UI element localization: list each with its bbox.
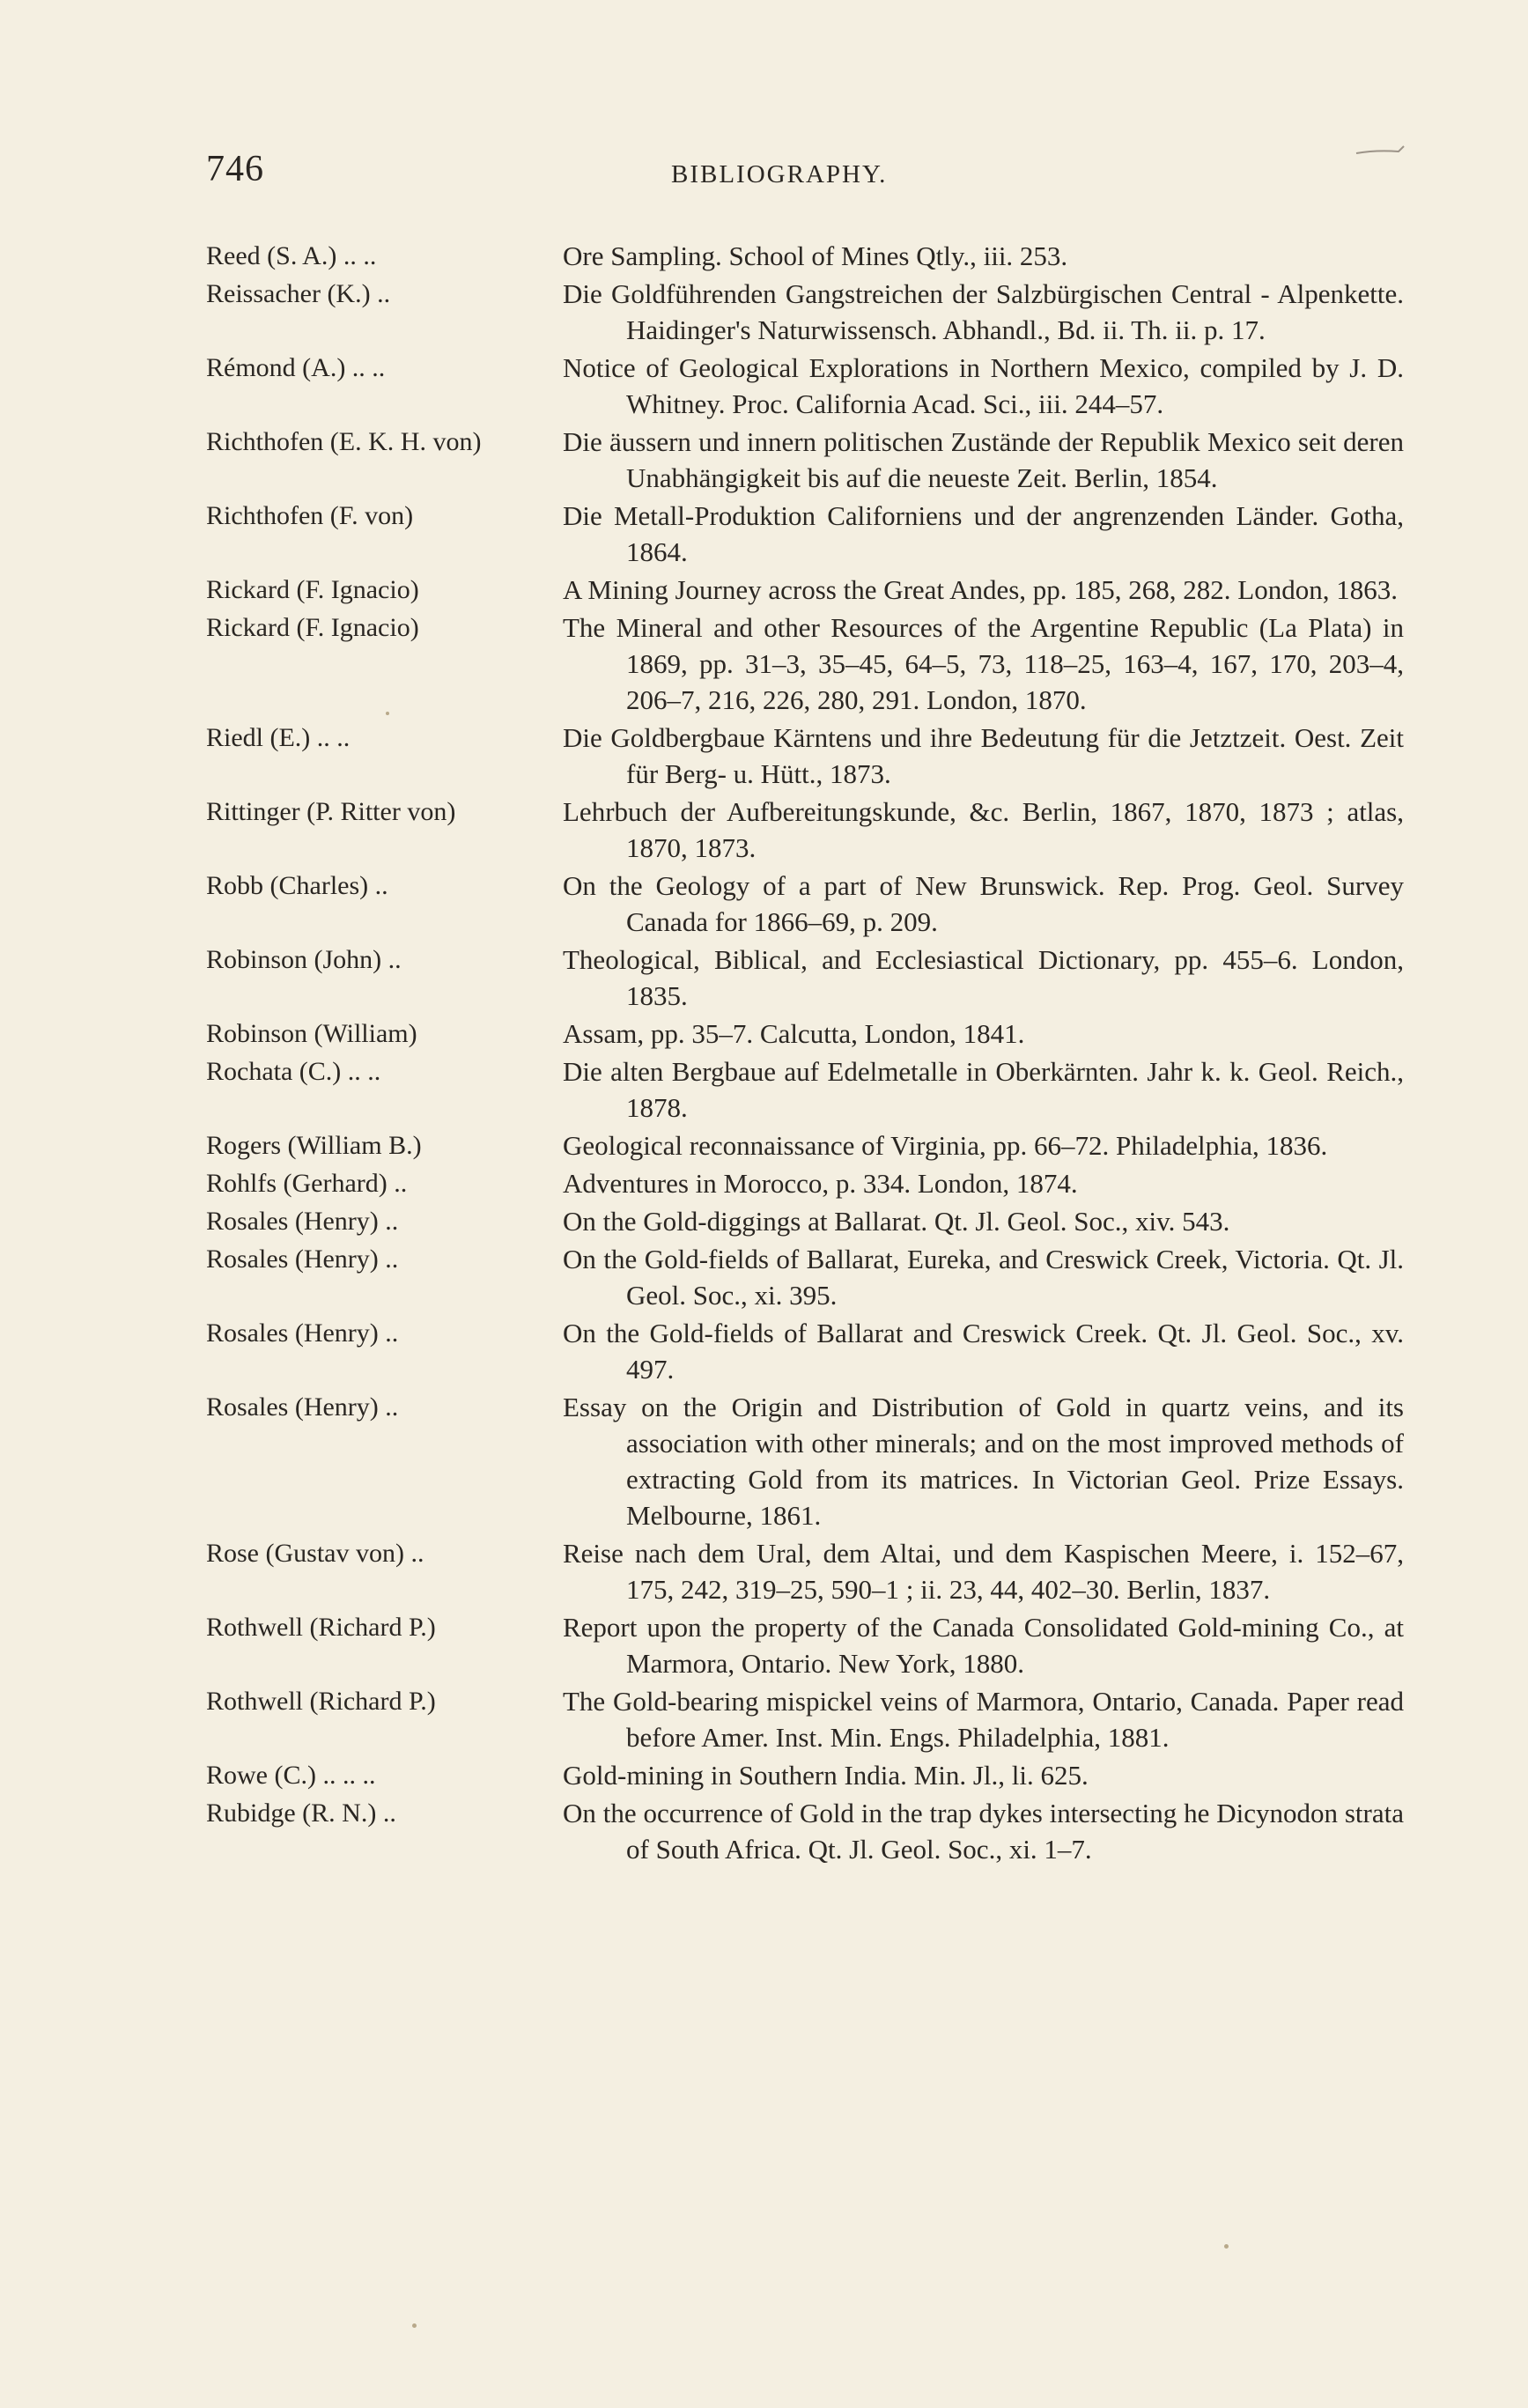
entry-citation: Reise nach dem Ural, dem Altai, und dem Kaspischen Meere, i. 152–67, 175, 242, 319–25, 590–1 ; ii. 23, 44, 402–30. Berlin, 1837. <box>563 1538 1404 1605</box>
entry-citation: Die alten Bergbaue auf Edelmetalle in Oberkärnten. Jahr k. k. Geol. Reich., 1878. <box>563 1056 1404 1123</box>
bibliography-entry <box>206 794 1404 866</box>
corner-mark-decoration <box>1355 143 1407 160</box>
bibliography-entry <box>206 238 1404 274</box>
bibliography-entry <box>206 1389 1404 1533</box>
entry-citation: The Gold-bearing mispickel veins of Marmora, Ontario, Canada. Paper read before Amer. Inst. Min. Engs. Philadelphia, 1881. <box>563 1686 1404 1753</box>
bibliography-entry <box>206 1241 1404 1313</box>
entry-citation: Lehrbuch der Aufbereitungskunde, &c. Berlin, 1867, 1870, 1873 ; atlas, 1870, 1873. <box>563 796 1404 863</box>
entry-citation: On the Geology of a part of New Brunswick. Rep. Prog. Geol. Survey Canada for 1866–69, p. 209. <box>563 870 1404 937</box>
paper-speck <box>386 712 389 715</box>
entry-author: Rubidge (R. N.) .. <box>206 1799 396 1828</box>
entry-author: Rochata (C.) .. .. <box>206 1057 381 1086</box>
entry-citation: Essay on the Origin and Distribution of Gold in quartz veins, and its association with other minerals; and on the most improved methods of extracting Gold from its matrices. In Victorian Geol. Prize Essays. Melbourne, 1861. <box>563 1392 1404 1531</box>
entry-author: Robb (Charles) .. <box>206 871 388 900</box>
bibliography-entry <box>206 276 1404 348</box>
bibliography-list <box>206 238 1404 1869</box>
entry-citation: On the Gold-fields of Ballarat and Creswick Creek. Qt. Jl. Geol. Soc., xv. 497. <box>563 1318 1404 1385</box>
bibliography-entry <box>206 1203 1404 1239</box>
bibliography-entry <box>206 1016 1404 1052</box>
entry-citation: A Mining Journey across the Great Andes, pp. 185, 268, 282. London, 1863. <box>563 574 1398 605</box>
page-header <box>0 148 1528 201</box>
paper-speck <box>1224 2244 1229 2249</box>
entry-author: Rothwell (Richard P.) <box>206 1613 436 1642</box>
entry-author: Rosales (Henry) .. <box>206 1207 399 1236</box>
bibliography-entry <box>206 1053 1404 1126</box>
bibliography-entry <box>206 350 1404 422</box>
bibliography-entry <box>206 1683 1404 1755</box>
bibliography-entry <box>206 424 1404 496</box>
entry-citation: On the Gold-fields of Ballarat, Eureka, and Creswick Creek, Victoria. Qt. Jl. Geol. Soc., xi. 395. <box>563 1244 1404 1311</box>
entry-citation: Die Goldbergbaue Kärntens und ihre Bedeutung für die Jetztzeit. Oest. Zeit für Berg- u. Hütt., 1873. <box>563 722 1404 789</box>
entry-author: Richthofen (E. K. H. von) <box>206 427 482 456</box>
bibliography-entry <box>206 498 1404 570</box>
entry-author: Rosales (Henry) .. <box>206 1318 399 1348</box>
entry-author: Rohlfs (Gerhard) .. <box>206 1169 408 1198</box>
bibliography-entry <box>206 1315 1404 1387</box>
bibliography-entry <box>206 1795 1404 1867</box>
entry-author: Robinson (John) .. <box>206 945 402 974</box>
bibliography-entry <box>206 868 1404 940</box>
entry-citation: Theological, Biblical, and Ecclesiastical Dictionary, pp. 455–6. London, 1835. <box>563 944 1404 1011</box>
entry-author: Rose (Gustav von) .. <box>206 1539 424 1568</box>
bibliography-entry <box>206 1165 1404 1201</box>
bibliography-entry <box>206 609 1404 718</box>
bibliography-entry <box>206 720 1404 792</box>
paper-speck <box>412 2323 417 2328</box>
entry-citation: The Mineral and other Resources of the Argentine Republic (La Plata) in 1869, pp. 31–3, 35–45, 64–5, 73, 118–25, 163–4, 167, 170, 203–4, 206–7, 216, 226, 280, 291. London, 1870. <box>563 612 1404 715</box>
entry-author: Rogers (William B.) <box>206 1131 422 1160</box>
entry-citation: Notice of Geological Explorations in Northern Mexico, compiled by J. D. Whitney. Proc. California Acad. Sci., iii. 244–57. <box>563 352 1404 419</box>
entry-author: Rickard (F. Ignacio) <box>206 613 419 642</box>
entry-author: Robinson (William) <box>206 1019 417 1048</box>
entry-citation: On the occurrence of Gold in the trap dykes intersecting he Dicynodon strata of South Africa. Qt. Jl. Geol. Soc., xi. 1–7. <box>563 1798 1404 1865</box>
entry-citation: Adventures in Morocco, p. 334. London, 1874. <box>563 1168 1078 1199</box>
entry-citation: Geological reconnaissance of Virginia, pp. 66–72. Philadelphia, 1836. <box>563 1130 1328 1161</box>
entry-author: Rosales (Henry) .. <box>206 1245 399 1274</box>
bibliography-entry <box>206 942 1404 1014</box>
entry-author: Rémond (A.) .. .. <box>206 353 386 382</box>
bibliography-entry <box>206 572 1404 608</box>
page-number: 746 <box>206 149 264 189</box>
bibliography-entry <box>206 1609 1404 1681</box>
entry-author: Rittinger (P. Ritter von) <box>206 797 456 826</box>
bibliography-entry <box>206 1757 1404 1793</box>
bibliography-entry <box>206 1127 1404 1163</box>
entry-author: Rickard (F. Ignacio) <box>206 575 419 604</box>
entry-author: Rowe (C.) .. .. .. <box>206 1761 376 1790</box>
entry-author: Reissacher (K.) .. <box>206 279 391 308</box>
entry-author: Reed (S. A.) .. .. <box>206 241 377 270</box>
entry-citation: Die äussern und innern politischen Zustände der Republik Mexico seit deren Unabhängigkeit bis auf die neueste Zeit. Berlin, 1854. <box>563 426 1404 493</box>
entry-author: Riedl (E.) .. .. <box>206 723 351 752</box>
entry-citation: Report upon the property of the Canada Consolidated Gold-mining Co., at Marmora, Ontario. New York, 1880. <box>563 1612 1404 1679</box>
entry-author: Rothwell (Richard P.) <box>206 1687 436 1716</box>
entry-author: Richthofen (F. von) <box>206 501 414 530</box>
entry-citation: Assam, pp. 35–7. Calcutta, London, 1841. <box>563 1018 1025 1049</box>
entry-citation: Die Metall-Produktion Californiens und der angrenzenden Länder. Gotha, 1864. <box>563 500 1404 567</box>
entry-citation: On the Gold-diggings at Ballarat. Qt. Jl. Geol. Soc., xiv. 543. <box>563 1206 1230 1237</box>
bibliography-entry <box>206 1535 1404 1607</box>
running-head: BIBLIOGRAPHY. <box>671 160 888 188</box>
entry-citation: Ore Sampling. School of Mines Qtly., iii. 253. <box>563 240 1068 271</box>
entry-author: Rosales (Henry) .. <box>206 1392 399 1422</box>
entry-citation: Die Goldführenden Gangstreichen der Salzbürgischen Central - Alpenkette. Haidinger's Naturwissensch. Abhandl., Bd. ii. Th. ii. p. 17. <box>563 278 1404 345</box>
entry-citation: Gold-mining in Southern India. Min. Jl., li. 625. <box>563 1760 1089 1791</box>
